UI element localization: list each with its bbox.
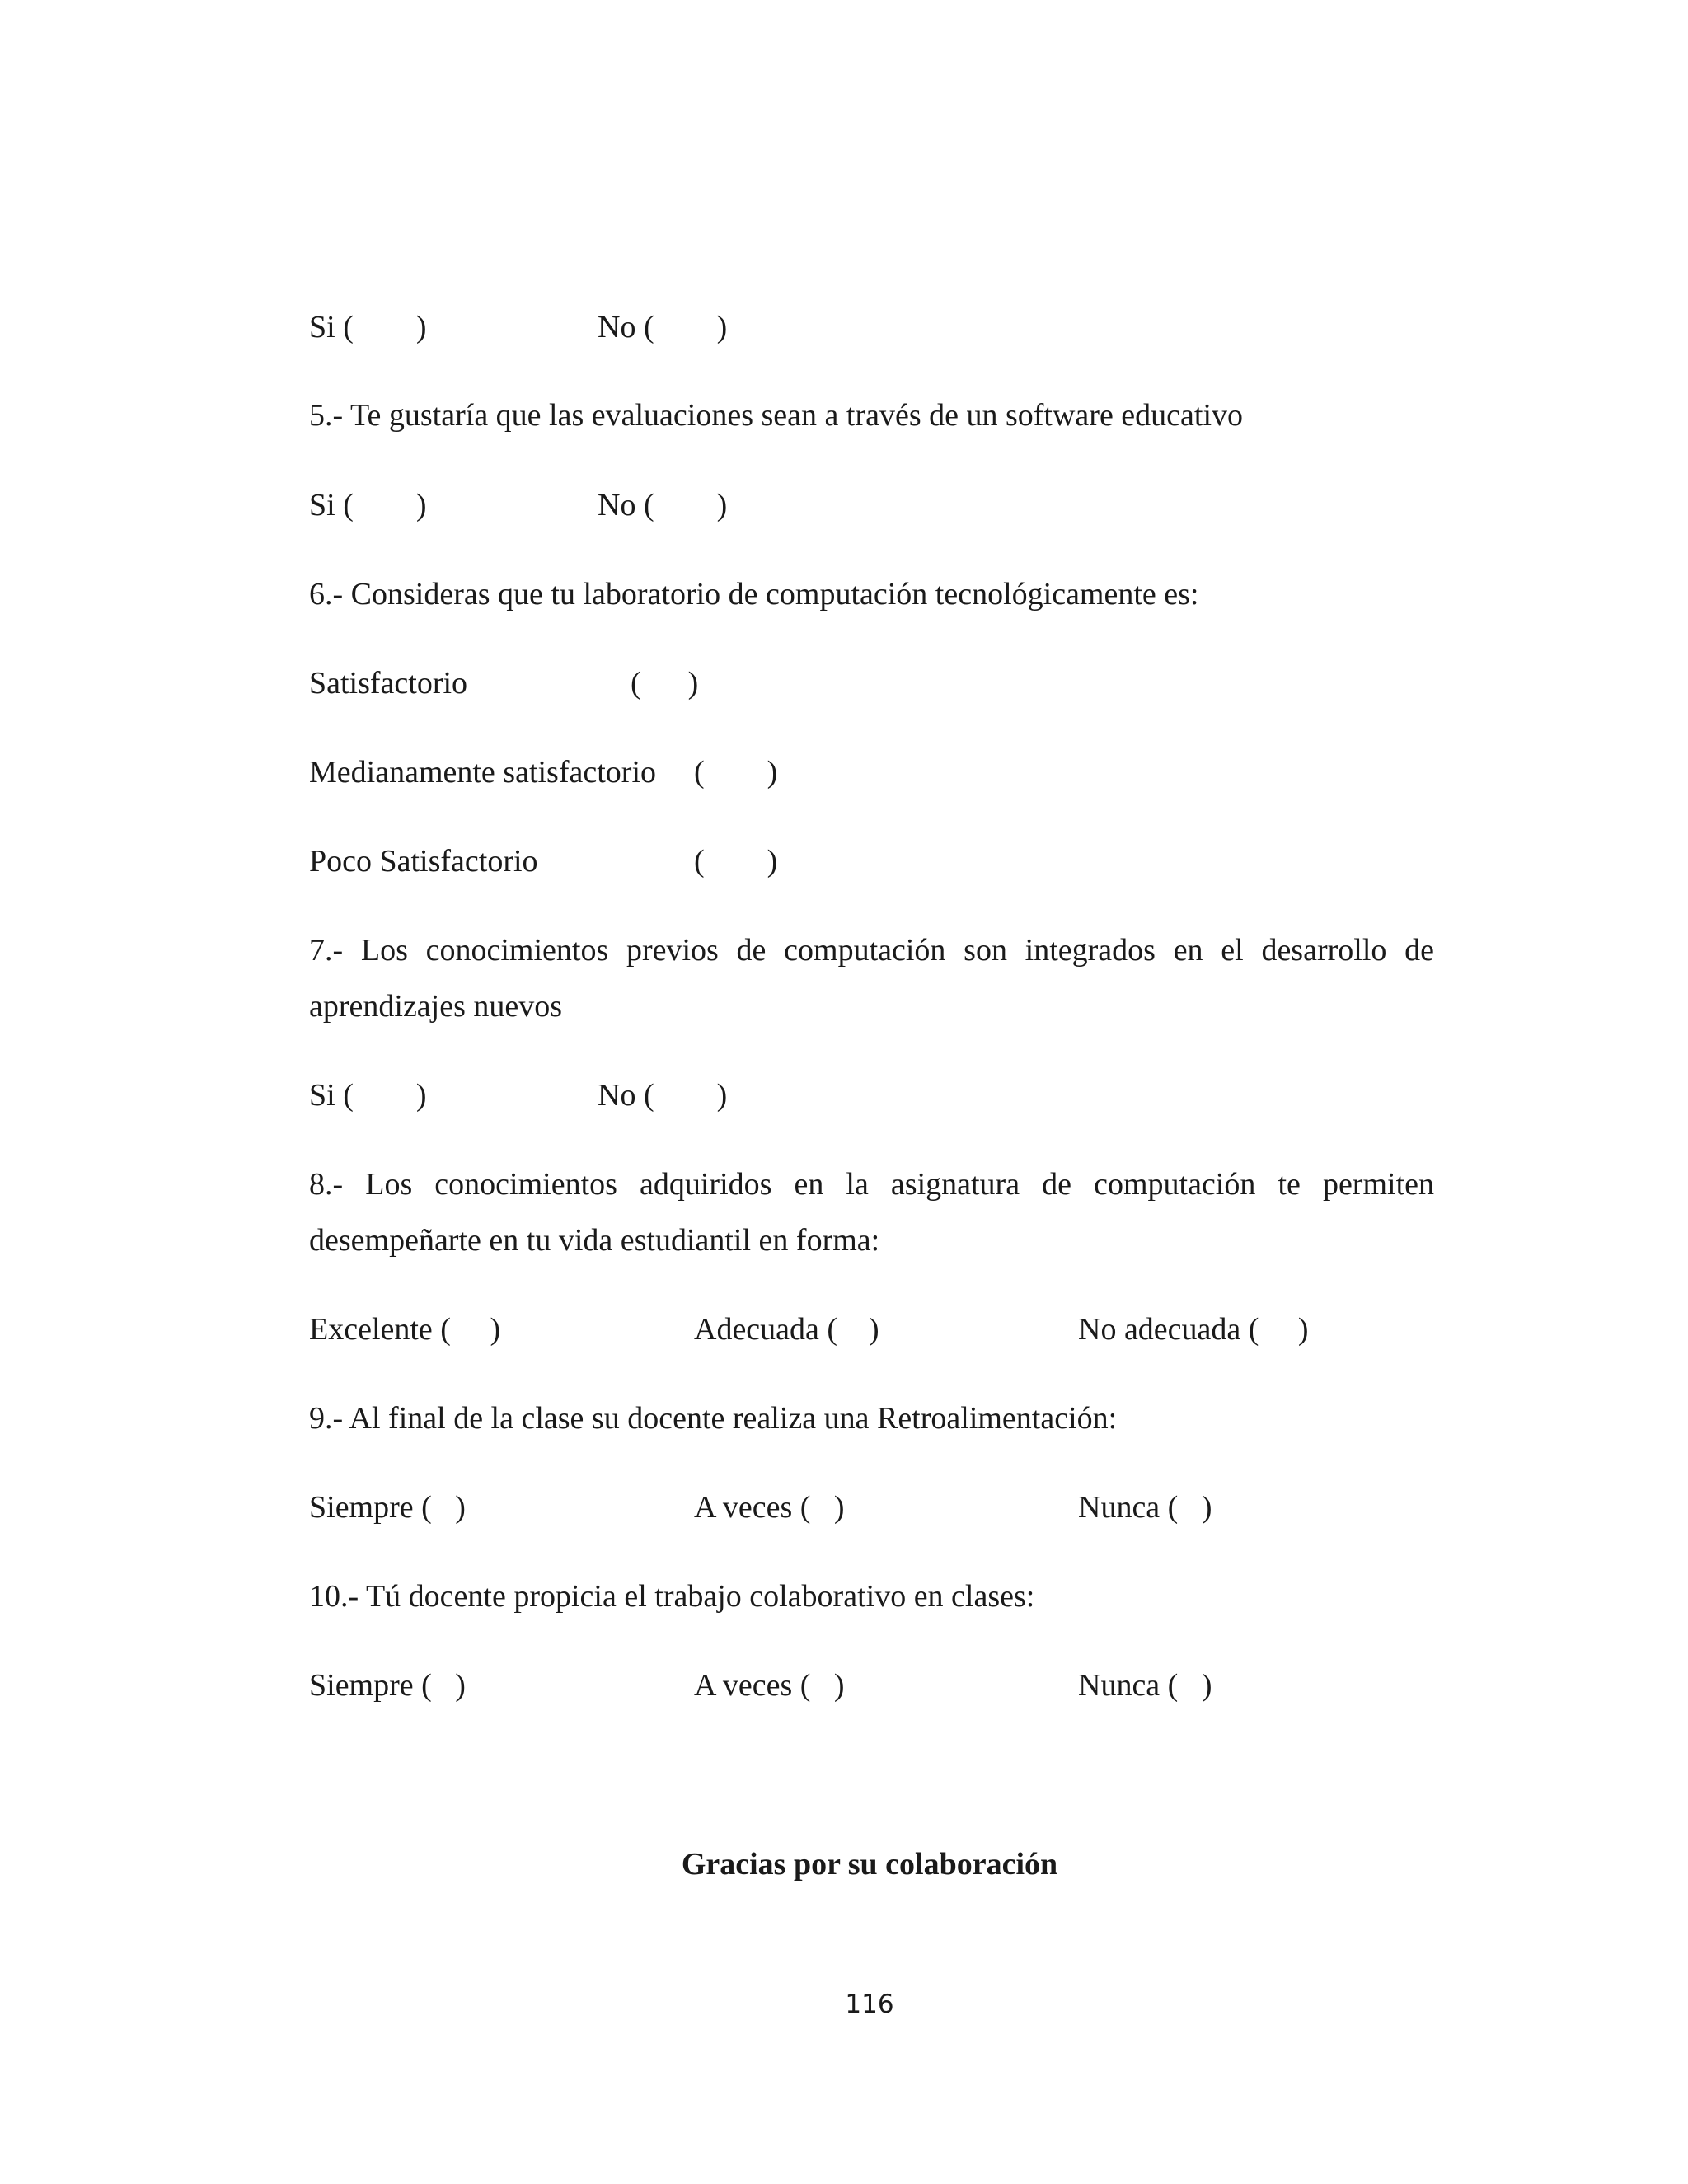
q6-option-label: Poco Satisfactorio bbox=[309, 844, 538, 879]
q10-option-nunca[interactable]: Nunca ( ) bbox=[1078, 1668, 1212, 1703]
q8-question-line2: desempeñarte en tu vida estudiantil en forma: bbox=[309, 1223, 880, 1258]
q5-question: 5.- Te gustaría que las evaluaciones sean a través de un software educativo bbox=[309, 398, 1244, 433]
q4-option-no[interactable]: No ( ) bbox=[598, 310, 728, 344]
q9-option-siempre[interactable]: Siempre ( ) bbox=[309, 1490, 466, 1525]
q9-option-nunca[interactable]: Nunca ( ) bbox=[1078, 1490, 1212, 1525]
q5-option-no[interactable]: No ( ) bbox=[598, 488, 728, 523]
q7-option-no[interactable]: No ( ) bbox=[598, 1078, 728, 1113]
q8-option-adecuada[interactable]: Adecuada ( ) bbox=[694, 1312, 879, 1347]
q4-option-si[interactable]: Si ( ) bbox=[309, 310, 427, 344]
q6-option-box[interactable]: ( ) bbox=[631, 666, 699, 701]
q6-option-label: Medianamente satisfactorio bbox=[309, 755, 657, 790]
q10-option-siempre[interactable]: Siempre ( ) bbox=[309, 1668, 466, 1703]
q8-option-no-adecuada[interactable]: No adecuada ( ) bbox=[1078, 1312, 1309, 1347]
closing-message: Gracias por su colaboración bbox=[681, 1847, 1058, 1882]
q6-option-box[interactable]: ( ) bbox=[694, 844, 778, 879]
q7-question-line2: aprendizajes nuevos bbox=[309, 989, 563, 1024]
q10-question: 10.- Tú docente propicia el trabajo colaborativo en clases: bbox=[309, 1579, 1035, 1614]
q6-option-label: Satisfactorio bbox=[309, 666, 468, 701]
q8-question-line1: 8.- Los conocimientos adquiridos en la asignatura de computación te permiten bbox=[309, 1167, 1434, 1202]
page-number: 116 bbox=[845, 1990, 894, 2019]
q6-option-box[interactable]: ( ) bbox=[694, 755, 778, 790]
q10-option-a-veces[interactable]: A veces ( ) bbox=[694, 1668, 845, 1703]
q7-option-si[interactable]: Si ( ) bbox=[309, 1078, 427, 1113]
q8-option-excelente[interactable]: Excelente ( ) bbox=[309, 1312, 501, 1347]
q7-question-line1: 7.- Los conocimientos previos de computación son integrados en el desarrollo de bbox=[309, 933, 1434, 968]
q5-option-si[interactable]: Si ( ) bbox=[309, 488, 427, 523]
q6-question: 6.- Consideras que tu laboratorio de computación tecnológicamente es: bbox=[309, 577, 1199, 612]
q9-question: 9.- Al final de la clase su docente realiza una Retroalimentación: bbox=[309, 1401, 1118, 1436]
q9-option-a-veces[interactable]: A veces ( ) bbox=[694, 1490, 845, 1525]
